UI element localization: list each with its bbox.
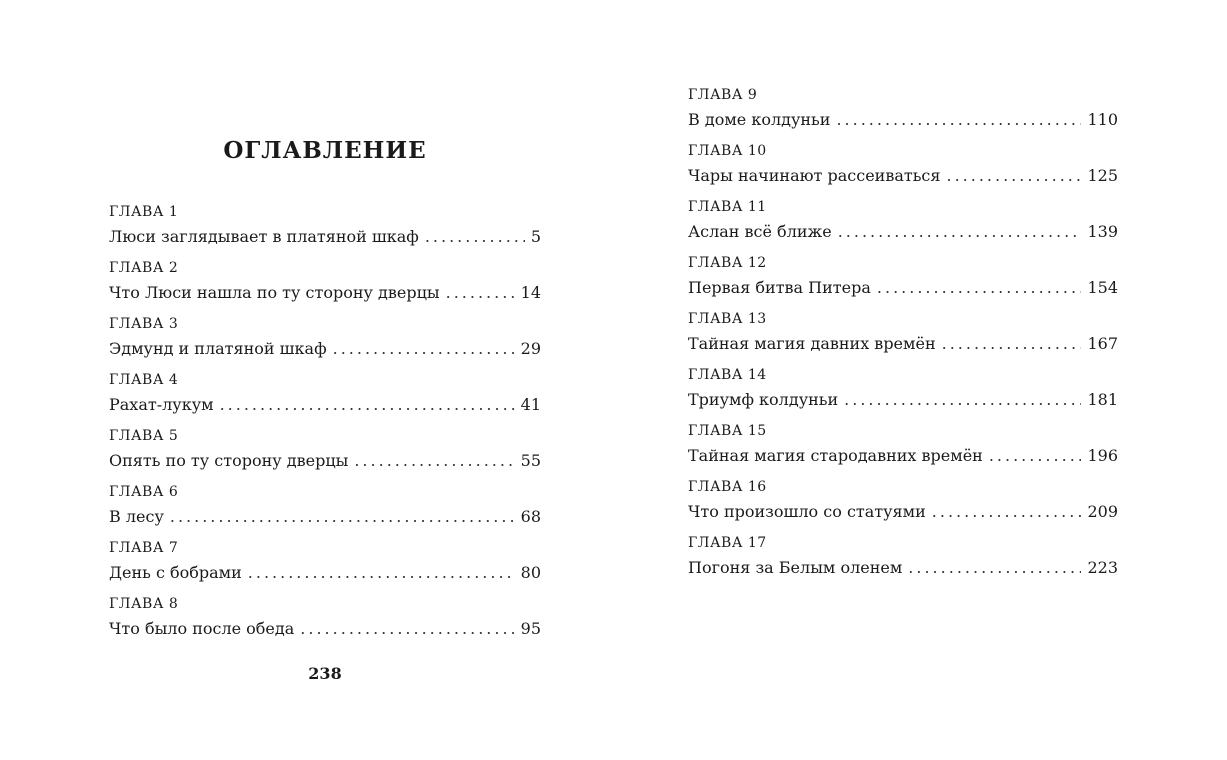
chapter-label: ГЛАВА 6 <box>109 484 179 500</box>
chapter-title: Что произошло со статуями <box>688 502 926 521</box>
chapter-title-row <box>109 223 541 251</box>
chapter-title-row <box>688 442 1118 470</box>
chapter-label: ГЛАВА 14 <box>688 367 767 383</box>
chapter-title: Что было после обеда <box>109 619 295 638</box>
chapter-page-number: 154 <box>1087 278 1118 297</box>
dot-leader <box>220 391 515 419</box>
toc-title: ОГЛАВЛЕНИЕ <box>223 137 427 164</box>
chapter-label: ГЛАВА 10 <box>688 143 767 159</box>
chapter-label: ГЛАВА 2 <box>109 260 179 276</box>
toc-entry[interactable] <box>688 420 1118 476</box>
toc-entry[interactable] <box>688 532 1118 588</box>
chapter-title: День с бобрами <box>109 563 242 582</box>
chapter-page-number: 196 <box>1087 446 1118 465</box>
chapter-title: Люси заглядывает в платяной шкаф <box>109 227 419 246</box>
chapter-title-row <box>109 559 541 587</box>
chapter-title: В доме колдуньи <box>688 110 831 129</box>
dot-leader <box>942 330 1082 358</box>
chapter-page-number: 80 <box>520 563 541 582</box>
chapter-label: ГЛАВА 1 <box>109 204 179 220</box>
toc-entry[interactable] <box>109 257 541 313</box>
chapter-label: ГЛАВА 16 <box>688 479 767 495</box>
dot-leader <box>989 442 1082 470</box>
chapter-title-row <box>109 503 541 531</box>
toc-entry[interactable] <box>688 364 1118 420</box>
chapter-title-row <box>688 162 1118 190</box>
chapter-page-number: 68 <box>520 507 541 526</box>
toc-entry[interactable] <box>688 252 1118 308</box>
chapter-title: Аслан всё ближе <box>688 222 832 241</box>
dot-leader <box>838 218 1082 246</box>
toc-entry[interactable] <box>109 537 541 593</box>
chapter-label: ГЛАВА 15 <box>688 423 767 439</box>
chapter-title: Триумф колдуньи <box>688 390 839 409</box>
chapter-title: Что Люси нашла по ту сторону дверцы <box>109 283 440 302</box>
dot-leader <box>354 447 514 475</box>
chapter-title-row <box>109 615 541 643</box>
chapter-title: Тайная магия стародавних времён <box>688 446 983 465</box>
chapter-page-number: 55 <box>520 451 541 470</box>
chapter-label: ГЛАВА 13 <box>688 311 767 327</box>
chapter-title-row <box>688 386 1118 414</box>
dot-leader <box>877 274 1082 302</box>
dot-leader <box>932 498 1082 526</box>
chapter-label: ГЛАВА 4 <box>109 372 179 388</box>
chapter-title: Опять по ту сторону дверцы <box>109 451 349 470</box>
chapter-title-row <box>688 554 1118 582</box>
dot-leader <box>333 335 515 363</box>
chapter-label: ГЛАВА 11 <box>688 199 767 215</box>
chapter-page-number: 41 <box>520 395 541 414</box>
chapter-page-number: 139 <box>1087 222 1118 241</box>
chapter-page-number: 125 <box>1087 166 1118 185</box>
chapter-page-number: 181 <box>1087 390 1118 409</box>
toc-list-right <box>688 84 1118 588</box>
chapter-page-number: 110 <box>1087 110 1118 129</box>
dot-leader <box>300 615 514 643</box>
chapter-page-number: 223 <box>1087 558 1118 577</box>
chapter-page-number: 29 <box>520 339 541 358</box>
toc-entry[interactable] <box>688 476 1118 532</box>
chapter-title: Эдмунд и платяной шкаф <box>109 339 327 358</box>
chapter-label: ГЛАВА 17 <box>688 535 767 551</box>
toc-entry[interactable] <box>109 201 541 257</box>
chapter-title: Первая битва Питера <box>688 278 871 297</box>
toc-entry[interactable] <box>109 593 541 649</box>
chapter-title-row <box>688 330 1118 358</box>
dot-leader <box>425 223 525 251</box>
toc-entry[interactable] <box>688 84 1118 140</box>
chapter-label: ГЛАВА 3 <box>109 316 179 332</box>
chapter-title-row <box>109 335 541 363</box>
page-number: 238 <box>308 664 342 683</box>
chapter-page-number: 95 <box>520 619 541 638</box>
toc-entry[interactable] <box>109 425 541 481</box>
chapter-title-row <box>688 106 1118 134</box>
dot-leader <box>446 279 515 307</box>
toc-entry[interactable] <box>109 313 541 369</box>
dot-leader <box>946 162 1081 190</box>
chapter-label: ГЛАВА 8 <box>109 596 179 612</box>
dot-leader <box>844 386 1081 414</box>
dot-leader <box>170 503 515 531</box>
chapter-page-number: 5 <box>530 227 541 246</box>
toc-entry[interactable] <box>688 140 1118 196</box>
chapter-title-row <box>688 218 1118 246</box>
chapter-page-number: 209 <box>1087 502 1118 521</box>
toc-entry[interactable] <box>109 369 541 425</box>
chapter-title-row <box>109 447 541 475</box>
toc-entry[interactable] <box>109 481 541 537</box>
dot-leader <box>248 559 515 587</box>
toc-entry[interactable] <box>688 196 1118 252</box>
chapter-label: ГЛАВА 5 <box>109 428 179 444</box>
chapter-title-row <box>688 274 1118 302</box>
chapter-title: Рахат-лукум <box>109 395 214 414</box>
dot-leader <box>836 106 1081 134</box>
chapter-label: ГЛАВА 7 <box>109 540 179 556</box>
chapter-title-row <box>109 391 541 419</box>
chapter-title: Чары начинают рассеиваться <box>688 166 941 185</box>
chapter-page-number: 167 <box>1087 334 1118 353</box>
toc-entry[interactable] <box>688 308 1118 364</box>
chapter-page-number: 14 <box>520 283 541 302</box>
toc-list-left <box>109 201 541 649</box>
chapter-title: В лесу <box>109 507 164 526</box>
dot-leader <box>908 554 1081 582</box>
chapter-title-row <box>688 498 1118 526</box>
chapter-label: ГЛАВА 9 <box>688 87 758 103</box>
chapter-title: Погоня за Белым оленем <box>688 558 903 577</box>
chapter-label: ГЛАВА 12 <box>688 255 767 271</box>
chapter-title: Тайная магия давних времён <box>688 334 936 353</box>
chapter-title-row <box>109 279 541 307</box>
